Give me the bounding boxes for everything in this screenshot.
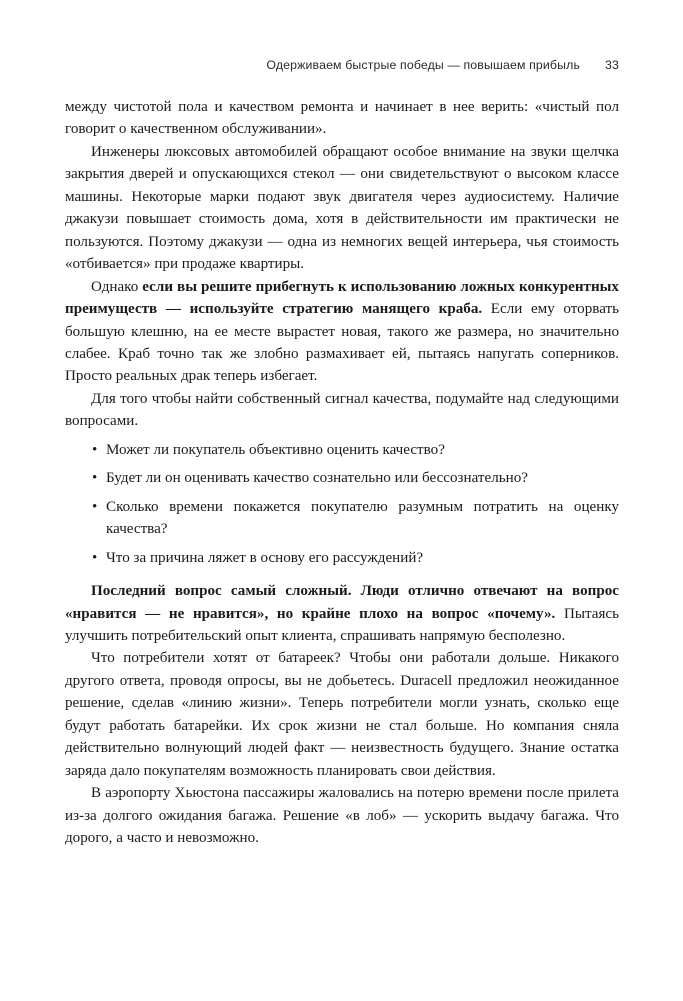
list-item bbox=[65, 467, 619, 489]
list-item bbox=[65, 496, 619, 541]
page-number: 33 bbox=[605, 58, 619, 72]
question-list bbox=[65, 439, 619, 569]
bullet-icon: • bbox=[92, 498, 98, 515]
paragraph-quality-signal-intro: Для того чтобы найти собственный сигнал качества, подумайте над следующими вопросами. bbox=[65, 390, 619, 430]
list-item-text: Сколько времени покажется покупателю разумным потратить на оценку качества? bbox=[106, 498, 619, 538]
list-item bbox=[65, 439, 619, 461]
body-text-column bbox=[65, 96, 619, 850]
paragraph-luxury-cars: Инженеры люксовых автомобилей обращают особое внимание на звуки щелчка закрытия дверей и опускающихся стекол — они свидетельствуют о высоком классе машины. Некоторые марки подают звук двигателя через аудиосистему. Наличие джакузи повышает стоимость дома, хотя в действительности им практически не пользуются. Поэтому джакузи — одна из немногих вещей интерьера, чья стоимость «отбивается» при продаже квартиры. bbox=[65, 143, 619, 273]
bullet-icon: • bbox=[92, 470, 98, 487]
list-item-text: Будет ли он оценивать качество сознательно или бессознательно? bbox=[106, 470, 528, 487]
list-item-text: Может ли покупатель объективно оценить качество? bbox=[106, 441, 445, 458]
paragraph-crab-lead: Однако bbox=[91, 278, 143, 295]
paragraph-duracell: Что потребители хотят от батареек? Чтобы они работали дольше. Никакого другого ответа, проводя опросы, вы не добьетесь. Duracell предложил неожиданное решение, сделав «линию жизни». Теперь потребители могли узнать, сколько еще будут работать батарейки. Их срок жизни не стал больше. Но компания сняла действительно волнующий людей факт — неизвестность будущего. Знание остатка заряда дало покупателям возможность планировать свои действия. bbox=[65, 650, 619, 779]
paragraph-last-question-emphasis: Последний вопрос самый сложный. Люди отлично отвечают на вопрос «нравится — не нравится», но крайне плохо на вопрос «почему». bbox=[65, 583, 619, 622]
paragraph-last-question bbox=[65, 580, 619, 647]
list-item-text: Что за причина ляжет в основу его рассуждений? bbox=[106, 549, 424, 566]
paragraph-crab-emphasis: если вы решите прибегнуть к использованию ложных конкурентных преимуществ — используйте стратегию манящего краба. bbox=[65, 278, 619, 318]
paragraph-crab-tail: Если ему оторвать большую клешню, на ее месте вырастет новая, такого же размера, но значительно слабее. Краб точно так же злобно размахивает ей, пытаясь напугать соперников. Просто реальных драк теперь избегает. bbox=[65, 301, 619, 385]
running-head bbox=[65, 58, 619, 78]
paragraph-last-question-tail: Пытаясь улучшить потребительский опыт клиента, спрашивать напрямую бесполезно. bbox=[65, 605, 619, 644]
paragraph-continuation: между чистотой пола и качеством ремонта и начинает в нее верить: «чистый пол говорит о качественном обслуживании». bbox=[65, 99, 619, 138]
list-item bbox=[65, 547, 619, 569]
paragraph-fiddler-crab bbox=[65, 276, 619, 388]
bullet-icon: • bbox=[92, 549, 98, 566]
bullet-icon: • bbox=[92, 441, 98, 458]
running-head-title: Одерживаем быстрые победы — повышаем прибыль bbox=[266, 58, 580, 72]
paragraph-houston-airport: В аэропорту Хьюстона пассажиры жаловались на потерю времени после прилета из-за долгого ожидания багажа. Решение «в лоб» — ускорить выдачу багажа. Что дорого, а часто и невозможно. bbox=[65, 785, 619, 847]
